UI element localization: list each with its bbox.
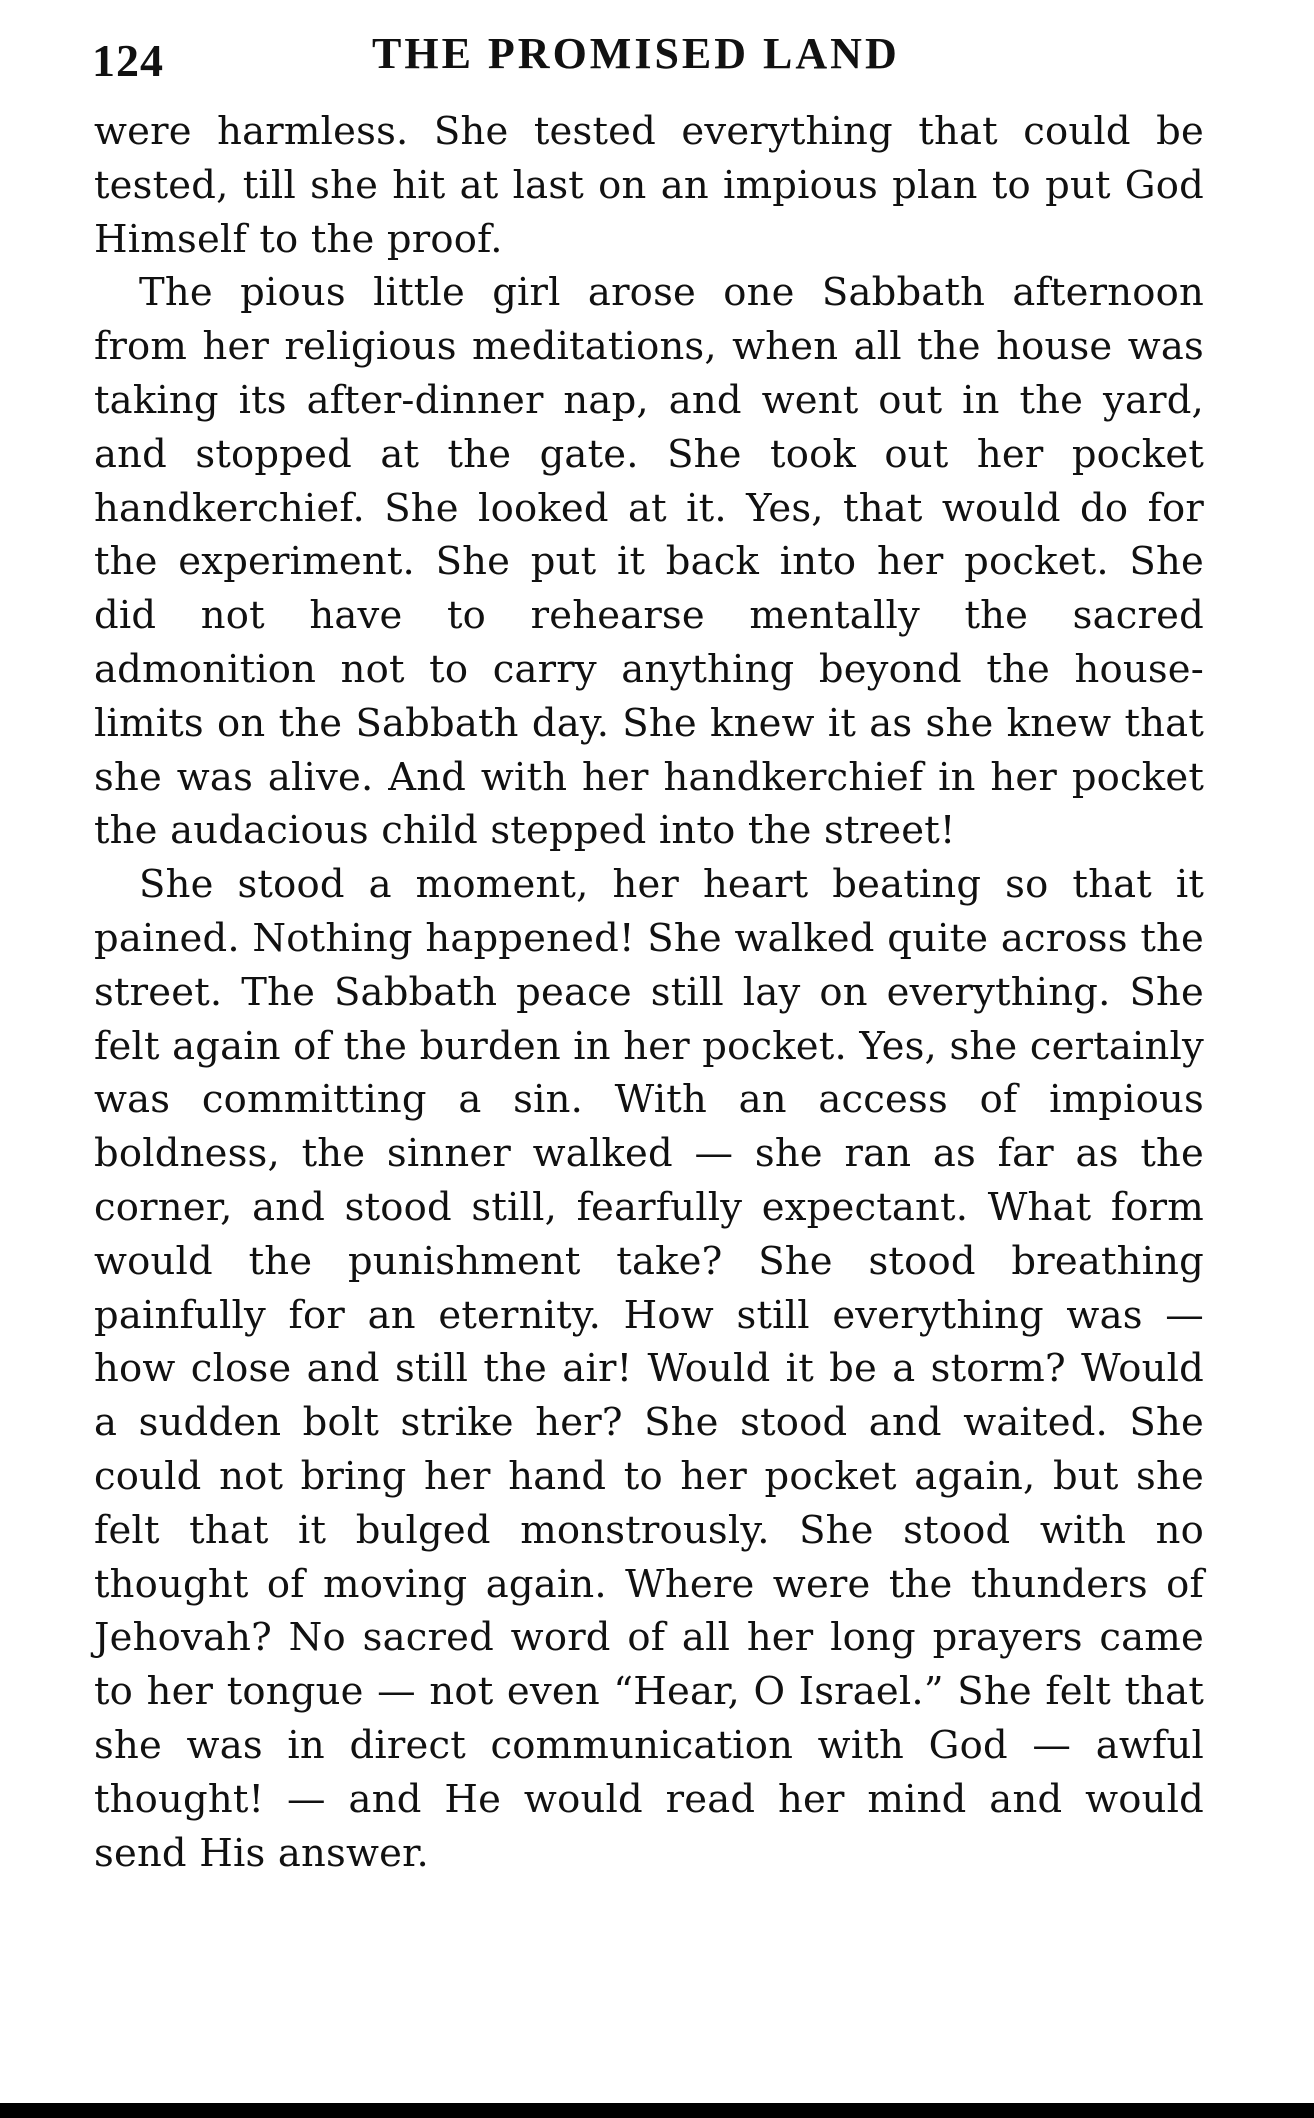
body-text [94, 105, 1204, 1880]
book-title: THE PROMISED LAND [372, 29, 900, 78]
paragraph-continuation: were harmless. She tested everything that could be tested, till she hit at last on an impious plan to put God Himself to the proof. [94, 109, 1204, 262]
paragraph-sabbath-handkerchief: The pious little girl arose one Sabbath afternoon from her religious meditations, when all the house was taking its after-dinner nap, and went out in the yard, and stopped at the gate. She took out her pocket handkerchief. She looked at it. Yes, that would do for the experiment. She put it back into her pocket. She did not have to rehearse mentally the sacred admonition not to carry anything beyond the house-limits on the Sabbath day. She knew it as she knew that she was alive. And with her handkerchief in her pocket the audacious child stepped into the street! [94, 270, 1204, 854]
paragraph-street-waiting: She stood a moment, her heart beating so that it pained. Nothing happened! She walked quite across the street. The Sabbath peace still lay on everything. She felt again of the burden in her pocket. Yes, she certainly was committing a sin. With an access of impious boldness, the sinner walked — she ran as far as the corner, and stood still, fearfully expectant. What form would the punishment take? She stood breathing painfully for an eternity. How still everything was — how close and still the air! Would it be a storm? Would a sudden bolt strike her? She stood and waited. She could not bring her hand to her pocket again, but she felt that it bulged monstrously. She stood with no thought of moving again. Where were the thunders of Jehovah? No sacred word of all her long prayers came to her tongue — not even “Hear, O Israel.” She felt that she was in direct communication with God — awful thought! — and He would read her mind and would send His answer. [94, 862, 1204, 1876]
page-number: 124 [92, 35, 164, 86]
bottom-scan-edge [0, 2103, 1314, 2118]
running-head [92, 28, 1202, 98]
